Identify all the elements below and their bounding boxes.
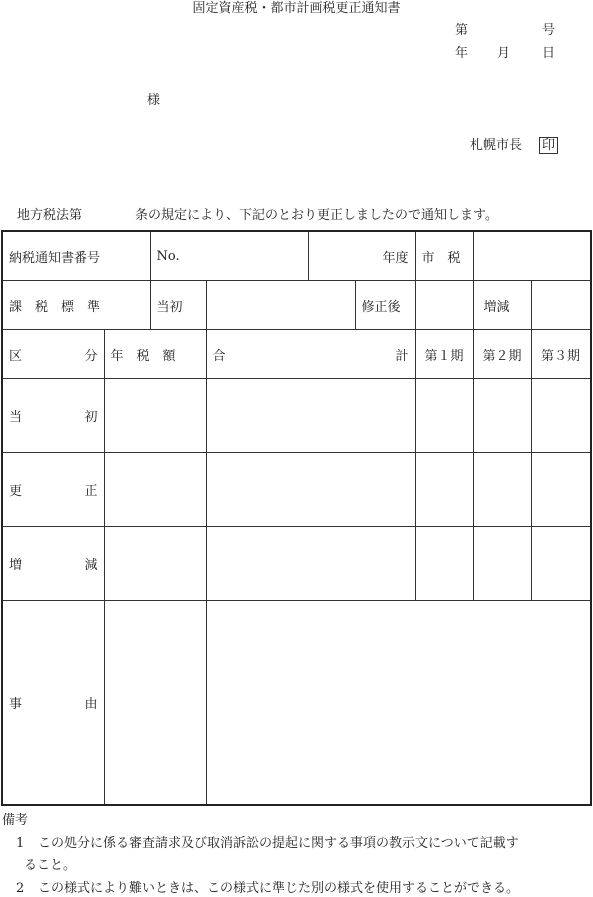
header-period-2: 第２期 [473, 330, 531, 379]
cell-annual-tax [104, 379, 206, 453]
cell-period-1 [415, 379, 473, 453]
cell-period-2 [473, 453, 531, 527]
issuer-name: 札幌市長 [470, 138, 523, 153]
date-month: 月 [497, 46, 511, 61]
cell-period-4 [590, 453, 591, 527]
cell-reason-text [206, 601, 590, 806]
date-day: 日 [542, 46, 556, 61]
document-title: 固定資産税・都市計画税更正通知書 [192, 1, 401, 16]
table-row-initial [2, 379, 591, 453]
cell-period-3 [531, 527, 590, 601]
cell-after-label: 修正後 [355, 281, 415, 330]
cell-notice-no: No. [150, 231, 308, 281]
cell-reason-sub [104, 601, 206, 806]
row-tax-standard [2, 281, 591, 330]
note-2-number: 2 [16, 881, 25, 896]
row-label-reason: 事 由 [2, 601, 104, 806]
cell-initial-value [206, 281, 355, 330]
header-period-1: 第１期 [415, 330, 473, 379]
seal-stamp [539, 137, 558, 154]
header-period-4 [590, 330, 591, 379]
header-period-3: 第３期 [531, 330, 590, 379]
row-label-initial: 当 初 [2, 379, 104, 453]
date-year: 年 [455, 46, 469, 61]
intro-prefix: 地方税法第 [17, 208, 83, 223]
label-tax-notice-number: 納税通知書番号 [2, 231, 150, 281]
row-label-corrected: 更 正 [2, 453, 104, 527]
number-suffix: 号 [542, 23, 556, 38]
cell-change-label: 増減 [473, 281, 531, 330]
table-row-change [2, 527, 591, 601]
table-row-corrected [2, 453, 591, 527]
cell-after-value [415, 281, 473, 330]
header-annual-tax: 年 税 額 [104, 330, 206, 379]
cell-period-2 [473, 527, 531, 601]
header-category: 区 分 [2, 330, 104, 379]
cell-total [206, 453, 415, 527]
intro-text: 条の規定により、下記のとおり更正しましたので通知します。 [135, 208, 498, 223]
cell-annual-tax [104, 453, 206, 527]
header-total: 合 計 [206, 330, 415, 379]
label-tax-standard: 課 税 標 準 [2, 281, 150, 330]
notes-heading: 備考 [2, 813, 29, 828]
row-tax-notice-number [2, 231, 591, 281]
row-column-headers [2, 330, 591, 379]
cell-city-tax: 市 税 [415, 231, 473, 281]
cell-total [206, 379, 415, 453]
cell-period-3 [531, 453, 590, 527]
form-table [1, 230, 592, 806]
note-2-text: この様式により難いときは、この様式に準じた別の様式を使用することができる。 [38, 881, 520, 896]
cell-total [206, 527, 415, 601]
cell-period-4 [590, 379, 591, 453]
cell-city-tax-value [473, 231, 590, 281]
note-1-text-line1: この処分に係る審査請求及び取消訴訟の提起に関する事項の教示文について記載す [38, 836, 519, 851]
table-row-reason [2, 601, 591, 806]
number-prefix: 第 [455, 23, 469, 38]
cell-period-4 [590, 527, 591, 601]
seal-mark: 印 [539, 137, 558, 154]
addressee-suffix: 様 [147, 93, 161, 108]
cell-period-3 [531, 379, 590, 453]
row-label-change: 増 減 [2, 527, 104, 601]
cell-fiscal-year: 年度 [308, 231, 415, 281]
cell-change-value [531, 281, 590, 330]
note-1-text-line2: ること。 [24, 858, 77, 873]
cell-annual-tax [104, 527, 206, 601]
cell-period-2 [473, 379, 531, 453]
cell-period-1 [415, 453, 473, 527]
cell-initial-label: 当初 [150, 281, 206, 330]
cell-period-1 [415, 527, 473, 601]
note-1-number: 1 [16, 836, 25, 851]
